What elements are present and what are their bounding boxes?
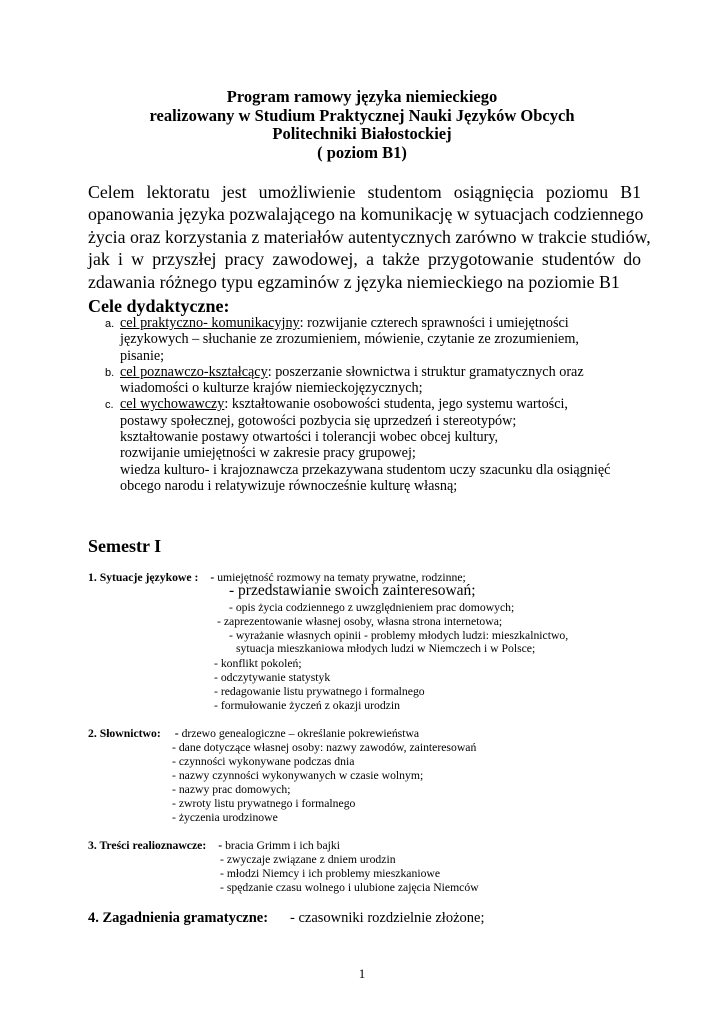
list-marker: a. <box>105 318 115 330</box>
goal-line <box>120 315 645 331</box>
section-4-label: 4. Zagadnienia gramatyczne: <box>88 910 269 926</box>
section-3-item: - spędzanie czasu wolnego i ulubione zajęcia Niemców <box>220 881 479 894</box>
section-1-item <box>229 584 476 599</box>
goal-line: wiadomości o kulturze krajów niemieckojęzycznych; <box>120 380 423 397</box>
section-2-item: - nazwy czynności wykonywanych w czasie wolnym; <box>172 769 424 782</box>
semester-heading: Semestr I <box>88 536 162 556</box>
section-3-label: 3. Treści realioznawcze: <box>88 839 207 852</box>
goal-text: : poszerzanie słownictwa i struktur gramatycznych oraz <box>267 363 584 380</box>
section-1-big-item: - przedstawianie swoich zainteresowań; <box>229 582 476 599</box>
section-2-label: 2. Słownictwo: <box>88 727 161 740</box>
section-1-item: - redagowanie listu prywatnego i formalnego <box>214 685 425 698</box>
section-1-item: sytuacja mieszkaniowa młodych ludzi w Niemczech i w Polsce; <box>236 642 536 655</box>
title-line-3: Politechniki Białostockiej <box>272 124 452 143</box>
section-1-item: - formułowanie życzeń z okazji urodzin <box>214 699 400 712</box>
goal-line: wiedza kulturo- i krajoznawcza przekazywana studentom uczy szacunku dla osiągnięć <box>120 461 611 478</box>
title-line-1: Program ramowy języka niemieckiego <box>226 87 498 106</box>
title-line-4: ( poziom B1) <box>317 142 407 162</box>
section-4-item: - czasowniki rozdzielnie złożone; <box>290 910 485 926</box>
list-marker: b. <box>105 366 115 379</box>
goal-line <box>120 364 645 380</box>
section-3-item: bracia Grimm i ich bajki <box>222 839 340 852</box>
section-4-first-line <box>88 910 485 926</box>
goal-line: pisanie; <box>120 347 165 364</box>
goal-text: : rozwijanie czterech sprawności i umiejętności <box>299 315 569 331</box>
goal-line <box>120 396 645 412</box>
goal-item-a <box>105 315 645 364</box>
goal-line: postawy społecznej, gotowości pozbycia się uprzedzeń i stereotypów; <box>120 412 517 429</box>
section-2-item: - zwroty listu prywatnego i formalnego <box>172 797 356 810</box>
goal-line: kształtowanie postawy otwartości i tolerancji wobec obcej kultury, <box>120 429 499 446</box>
goal-line: obcego narodu i relatywizuje równocześnie kulturę własną; <box>120 477 458 494</box>
goal-item-b <box>105 364 645 397</box>
section-1-item: - odczytywanie statystyk <box>214 671 331 684</box>
section-dash: - <box>174 727 179 740</box>
goal-line: językowych – słuchanie ze zrozumieniem, mówienie, czytanie ze zrozumieniem, <box>120 331 579 348</box>
section-dash: - <box>210 571 215 584</box>
section-1-item: - konflikt pokoleń; <box>214 657 302 670</box>
goals-list <box>105 315 645 494</box>
goal-term: cel wychowawczy <box>120 396 225 413</box>
section-dash: - <box>218 839 223 852</box>
section-3-first-line <box>88 839 340 853</box>
intro-line: opanowania języka pozwalającego na komunikację w sytuacjach codziennego <box>88 204 644 225</box>
section-3-item: - zwyczaje związane z dniem urodzin <box>220 853 396 866</box>
intro-paragraph <box>88 181 651 293</box>
goal-item-c <box>105 396 645 494</box>
title-line-2: realizowany w Studium Praktycznej Nauki Języków Obcych <box>149 105 575 125</box>
goal-term: cel poznawczo-kształcący <box>120 363 268 380</box>
intro-line: Celem lektoratu jest umożliwienie studentom osiągnięcia poziomu B1 <box>88 182 641 202</box>
section-2-first-line <box>88 727 419 741</box>
goal-term: cel praktyczno- komunikacyjny <box>120 315 300 331</box>
intro-line: jak i w przyszłej pracy zawodowej, a także przygotowanie studentów do <box>88 249 641 270</box>
section-1-item: - opis życia codziennego z uwzględnieniem prac domowych; <box>229 601 515 614</box>
section-1-item: - wyrażanie własnych opinii - problemy młodych ludzi: mieszkalnictwo, <box>229 629 569 642</box>
section-1-item: umiejętność rozmowy na tematy prywatne, rodzinne; <box>214 571 466 584</box>
section-2-item: drzewo genealogiczne – określanie pokrewieństwa <box>178 727 420 740</box>
goal-text: : kształtowanie osobowości studenta, jego systemu wartości, <box>224 396 568 413</box>
list-marker: c. <box>105 399 114 412</box>
section-1-item: - zaprezentowanie własnej osoby, własna strona internetowa; <box>217 615 503 628</box>
goal-line: rozwijanie umiejętności w zakresie pracy grupowej; <box>120 445 416 462</box>
intro-line: życia oraz korzystania z materiałów autentycznych zarówno w trakcie studiów, <box>88 226 651 247</box>
section-2-item: - czynności wykonywane podczas dnia <box>172 755 355 768</box>
document-title <box>88 88 636 162</box>
intro-line: zdawania różnego typu egzaminów z języka niemieckiego na poziomie B1 <box>88 271 620 292</box>
section-2-item: - życzenia urodzinowe <box>172 811 278 824</box>
section-2-item: - nazwy prac domowych; <box>172 783 291 796</box>
page-number: 1 <box>358 966 366 981</box>
section-3-item: - młodzi Niemcy i ich problemy mieszkaniowe <box>220 867 441 880</box>
section-1-label: 1. Sytuacje językowe : <box>88 571 199 584</box>
section-2-item: - dane dotyczące własnej osoby: nazwy zawodów, zainteresowań <box>172 741 477 754</box>
goals-heading: Cele dydaktyczne: <box>88 296 230 316</box>
